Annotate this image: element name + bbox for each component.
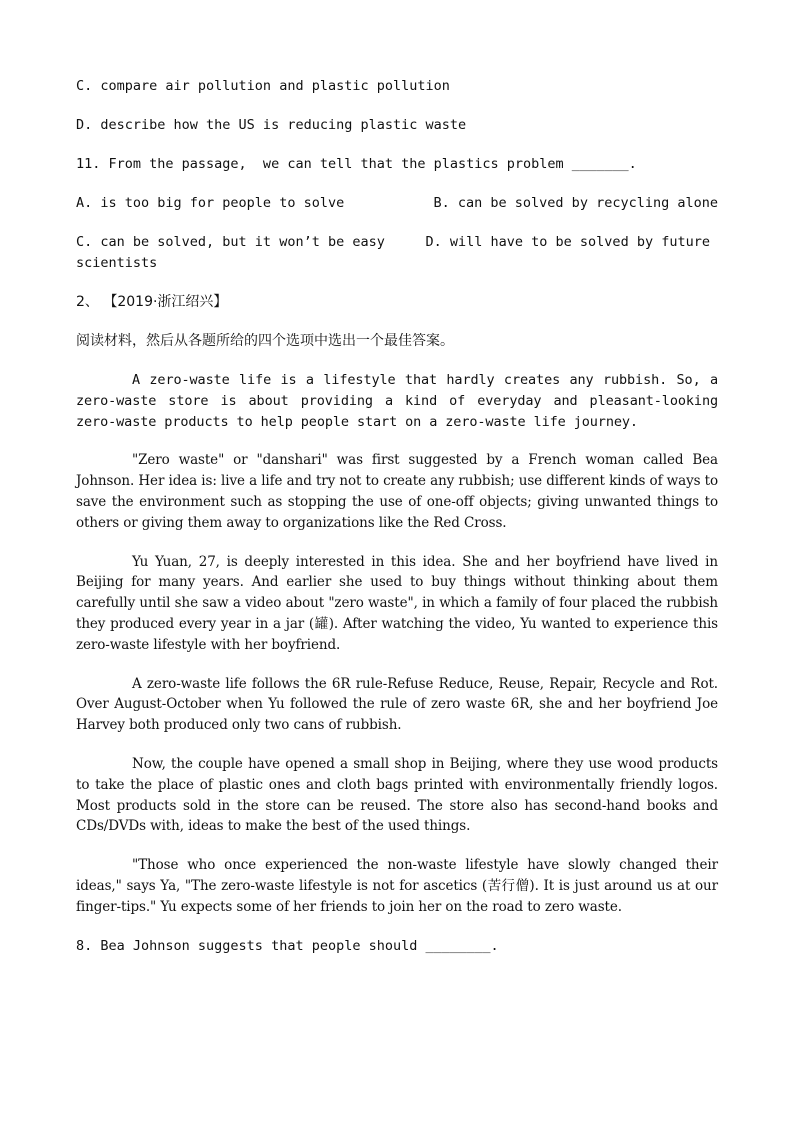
passage-paragraph-3: Yu Yuan, 27, is deeply interested in this idea. She and her boyfriend have lived in Beijing for many years. And earlier she used to buy things without thinking about them carefully until she saw a video about "zero waste", in which a family of four placed the rubbish they produced every year in a jar (罐). After watching the video, Yu wanted to experience this zero-waste lifestyle with her boyfriend.	[76, 553, 718, 653]
passage-paragraph-1: A zero-waste life is a lifestyle that hardly creates any rubbish. So, a zero-waste store is about providing a kind of everyday and pleasant-looking zero-waste products to help people start on a zero-waste life journey.	[76, 372, 718, 430]
prev-option-c: C. compare air pollution and plastic pollution	[76, 78, 450, 94]
worksheet-page	[76, 76, 718, 975]
q11-option-c: C. can be solved, but it won’t be easy	[76, 234, 385, 250]
passage-paragraph-2: "Zero waste" or "danshari" was first suggested by a French woman called Bea Johnson. Her idea is: live a life and try not to create any rubbish; use different kinds of ways to save the environment such as stopping the use of one-off objects; giving unwanted things to others or giving them away to organizations like the Red Cross.	[76, 452, 718, 531]
q11-stem: 11. From the passage, we can tell that the plastics problem _______.	[76, 156, 637, 172]
passage-paragraph-5: Now, the couple have opened a small shop in Beijing, where they use wood products to take the place of plastic ones and cloth bags printed with environmentally friendly logos. Most products sold in the store can be reused. The store also has second-hand books and CDs/DVDs with, ideas to make the best of the used things.	[76, 755, 718, 835]
section-instruction: 阅读材料，然后从各题所给的四个选项中选出一个最佳答案。	[76, 333, 454, 349]
q11-option-a: A. is too big for people to solve	[76, 195, 345, 211]
prev-option-d: D. describe how the US is reducing plastic waste	[76, 117, 467, 133]
q11-option-b: B. can be solved by recycling alone	[433, 195, 718, 211]
section-heading: 2、 【2019·浙江绍兴】	[76, 294, 228, 310]
passage-paragraph-6: "Those who once experienced the non-waste lifestyle have slowly changed their ideas," says Ya, "The zero-waste lifestyle is not for ascetics (苦行僧). It is just around us at our finger-tips." Yu expects some of her friends to join her on the road to zero waste.	[76, 857, 718, 915]
passage-paragraph-4: A zero-waste life follows the 6R rule-Refuse Reduce, Reuse, Repair, Recycle and Rot. Over August-October when Yu followed the rule of zero waste 6R, she and her boyfriend Joe Harvey both produced only two cans of rubbish.	[76, 675, 718, 734]
q11-options-cd	[76, 232, 718, 274]
q8-stem: 8. Bea Johnson suggests that people should ________.	[76, 937, 499, 954]
q11-options-ab	[76, 193, 718, 214]
q11-option-d: D. will have to be solved by future scientists	[76, 234, 710, 271]
